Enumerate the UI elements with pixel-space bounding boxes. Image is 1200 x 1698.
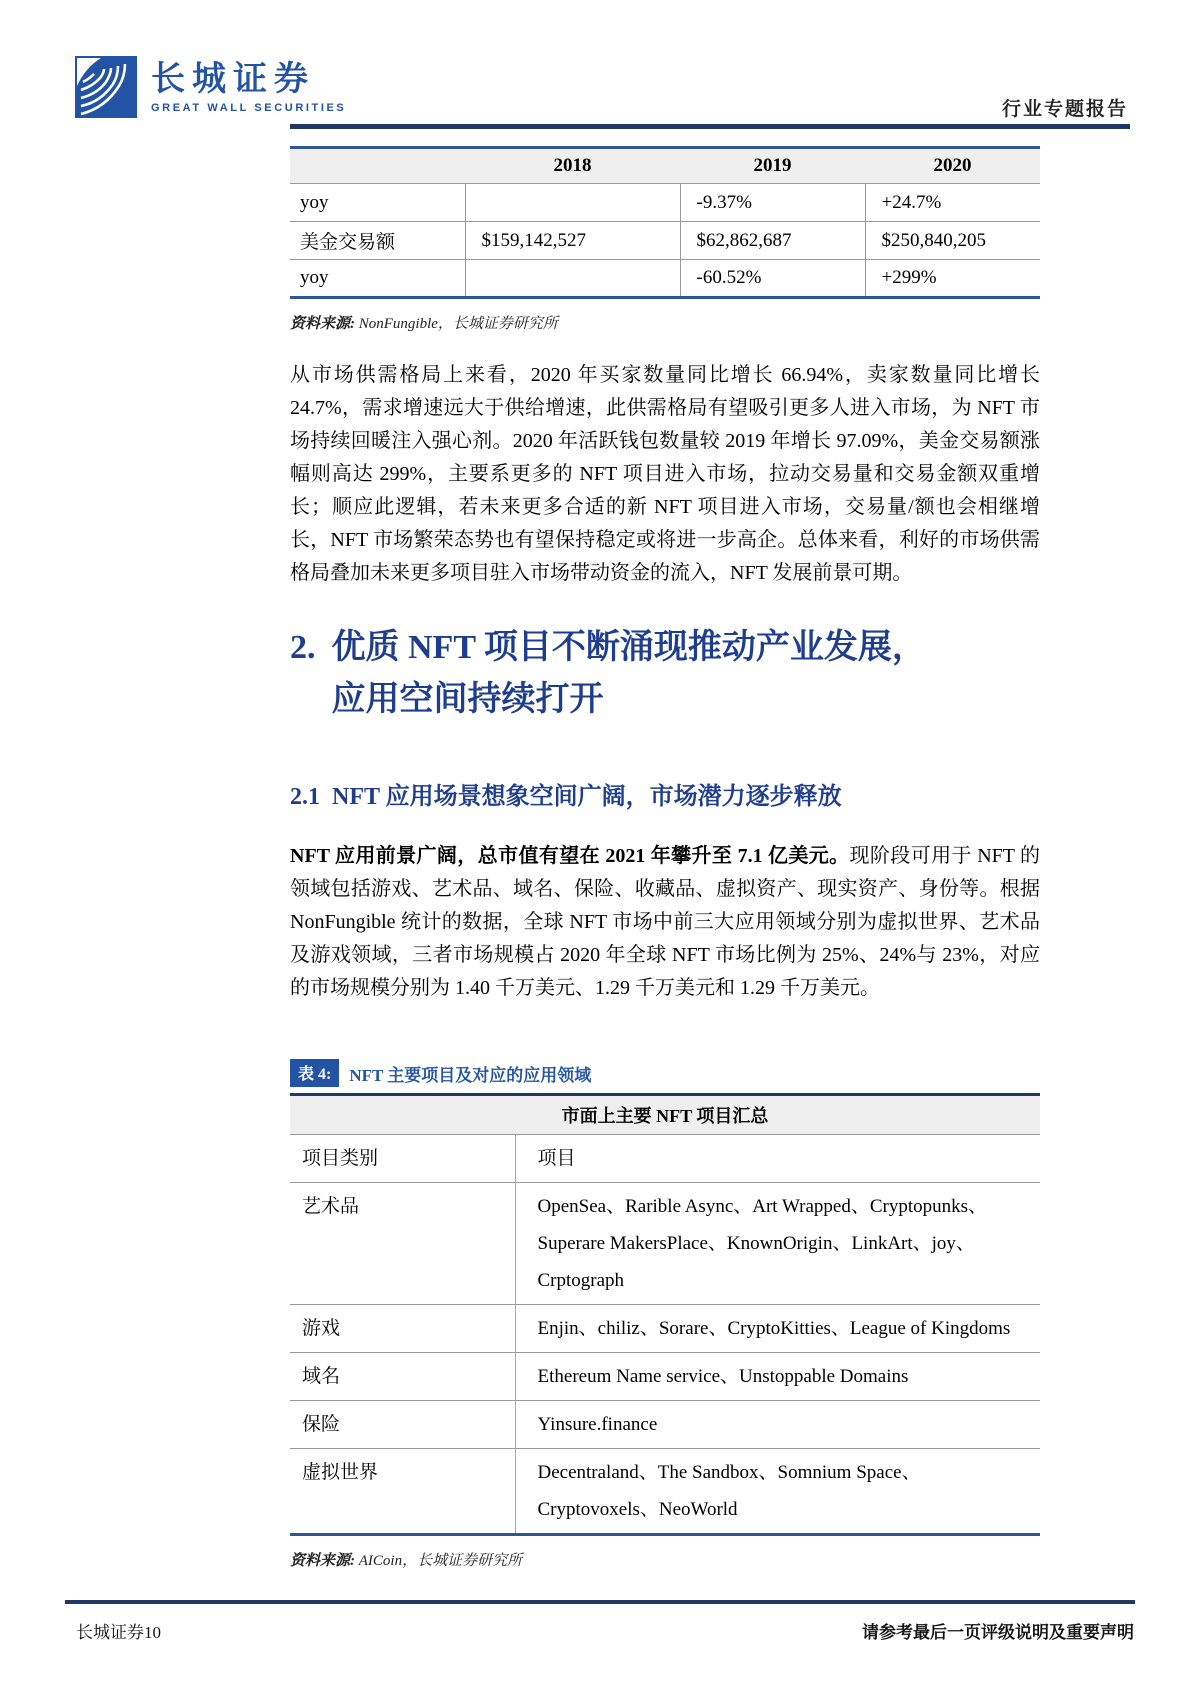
section-number: 2. — [290, 629, 316, 666]
projects-cell: Yinsure.finance — [515, 1400, 1040, 1448]
subsection-title: NFT 应用场景想象空间广阔，市场潜力逐步释放 — [332, 784, 842, 810]
table-row-insurance — [290, 1400, 1040, 1448]
report-type-label: 行业专题报告 — [1001, 99, 1128, 120]
cell-2018 — [465, 184, 680, 222]
table-4-source — [290, 1549, 1040, 1570]
category-cell: 艺术品 — [290, 1182, 515, 1304]
trade-table-source — [290, 312, 1040, 333]
great-wall-securities-logo-icon — [75, 56, 137, 118]
source-text: NonFungible，长城证券研究所 — [355, 316, 558, 332]
cell-2019: -9.37% — [680, 184, 865, 222]
table-row-usd-volume — [290, 222, 1040, 260]
col-header-projects: 项目 — [515, 1134, 1040, 1182]
cell-2018 — [465, 260, 680, 298]
trade-col-header-2020: 2020 — [865, 148, 1040, 184]
trade-col-header-2018: 2018 — [465, 148, 680, 184]
col-header-category: 项目类别 — [290, 1134, 515, 1182]
table-row-yoy-2 — [290, 260, 1040, 298]
column-header-row — [290, 1134, 1040, 1182]
subsection-number: 2.1 — [290, 784, 320, 810]
cell-2020: +299% — [865, 260, 1040, 298]
category-cell: 虚拟世界 — [290, 1448, 515, 1534]
category-cell: 域名 — [290, 1352, 515, 1400]
section-2-1-heading — [290, 780, 1040, 814]
trade-col-header-blank — [290, 148, 465, 184]
footer-disclaimer: 请参考最后一页评级说明及重要声明 — [862, 1623, 1134, 1642]
brand-name-en: GREAT WALL SECURITIES — [151, 102, 347, 114]
row-label: yoy — [290, 184, 465, 222]
projects-cell: Ethereum Name service、Unstoppable Domains — [515, 1352, 1040, 1400]
trade-table-header-row — [290, 148, 1040, 184]
section-title-line1: 优质 NFT 项目不断涌现推动产业发展， — [331, 629, 926, 666]
market-analysis-paragraph: 从市场供需格局上来看，2020 年买家数量同比增长 66.94%，卖家数量同比增长 24.7%，需求增速远大于供给增速，此供需格局有望吸引更多人进入市场，为 NFT 市场持续回暖注入强心剂。2020 年活跃钱包数量较 2019 年增长 97.09%，美金交易额涨幅则高达 299%，主要系更多的 NFT 项目进入市场，拉动交易量和交易金额双重增长；顺应此逻辑，若未来更多合适的新 NFT 项目进入市场，交易量/额也会相继增长，NFT 市场繁荣态势也有望保持稳定或将进一步高企。总体来看，利好的市场供需格局叠加未来更多项目驻入市场带动资金的流入，NFT 发展前景可期。 — [290, 364, 1040, 584]
cell-2019: -60.52% — [680, 260, 865, 298]
table-4-title: NFT 主要项目及对应的应用领域 — [349, 1065, 592, 1085]
application-paragraph — [290, 840, 1040, 1005]
source-label: 资料来源: — [290, 316, 355, 332]
table-4-label-badge: 表 4: — [290, 1059, 339, 1087]
cell-2018: $159,142,527 — [465, 222, 680, 260]
category-cell: 保险 — [290, 1400, 515, 1448]
merged-header-row — [290, 1096, 1040, 1134]
table-4-caption — [290, 1059, 1040, 1087]
row-label: 美金交易额 — [290, 222, 465, 260]
footer-page-number: 长城证券10 — [76, 1623, 161, 1642]
section-2-heading — [290, 622, 1040, 726]
cell-2019: $62,862,687 — [680, 222, 865, 260]
usd-trade-volume-table — [290, 146, 1040, 299]
projects-cell: Enjin、chiliz、Sorare、CryptoKitties、League of Kingdoms — [515, 1304, 1040, 1352]
section-title-line2: 应用空间持续打开 — [331, 681, 604, 718]
merged-header: 市面上主要 NFT 项目汇总 — [290, 1096, 1040, 1134]
row-label: yoy — [290, 260, 465, 298]
table-4-block — [290, 1059, 1040, 1570]
trade-col-header-2019: 2019 — [680, 148, 865, 184]
table-row-art — [290, 1182, 1040, 1304]
nft-projects-table — [290, 1096, 1040, 1536]
table-row-yoy-1 — [290, 184, 1040, 222]
table-row-virtual-world — [290, 1448, 1040, 1534]
footer-divider — [65, 1600, 1135, 1604]
source-label: 资料来源: — [290, 1552, 355, 1569]
source-text: AICoin，长城证券研究所 — [355, 1552, 523, 1569]
category-cell: 游戏 — [290, 1304, 515, 1352]
projects-cell: OpenSea、Rarible Async、Art Wrapped、Cryptopunks、Superare MakersPlace、KnownOrigin、LinkArt、joy、Crptograph — [515, 1182, 1040, 1304]
paragraph-bold-lead: NFT 应用前景广阔，总市值有望在 2021 年攀升至 7.1 亿美元。 — [290, 845, 850, 867]
table-row-games — [290, 1304, 1040, 1352]
table-row-domains — [290, 1352, 1040, 1400]
section-title — [332, 622, 926, 726]
cell-2020: +24.7% — [865, 184, 1040, 222]
main-content — [290, 0, 1040, 1570]
paragraph-body: 现阶段可用于 NFT 的领域包括游戏、艺术品、域名、保险、收藏品、虚拟资产、现实资产、身份等。根据 NonFungible 统计的数据，全球 NFT 市场中前三大应用领域分别为虚拟世界、艺术品及游戏领域，三者市场规模占 2020 年全球 NFT 市场比例为 25%、24%与 23%，对应的市场规模分别为 1.40 千万美元、1.29 千万美元和 1.29 千万美元。 — [290, 845, 1041, 999]
brand-name-cn: 长城证券 — [151, 61, 315, 98]
projects-cell: Decentraland、The Sandbox、Somnium Space、Cryptovoxels、NeoWorld — [515, 1448, 1040, 1534]
cell-2020: $250,840,205 — [865, 222, 1040, 260]
